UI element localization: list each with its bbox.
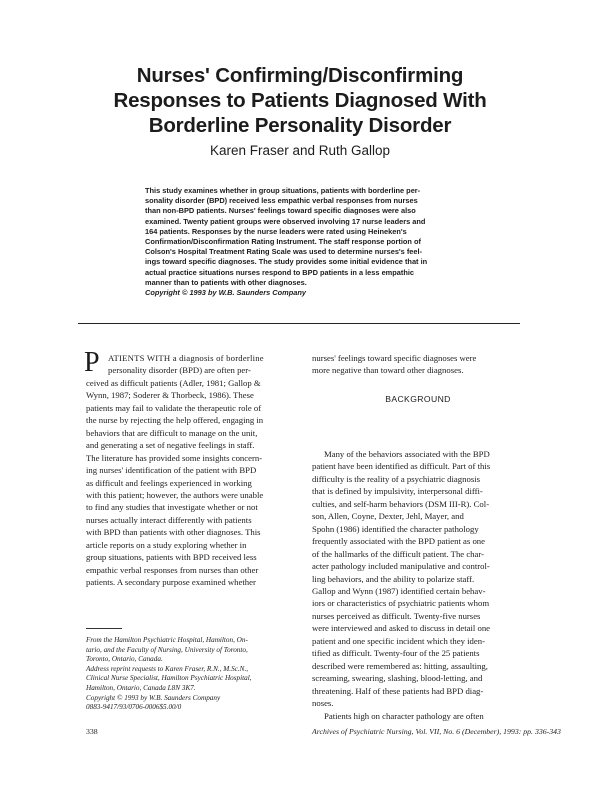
body-line: group situations, patients with BPD received less [86, 552, 257, 563]
abstract-line: Colson's Hospital Treatment Rating Scale was used to determine nurses's feel- [145, 247, 423, 257]
body-line: screaming, swearing, slashing, blood-letting, and [312, 673, 483, 684]
abstract-line: This study examines whether in group situations, patients with borderline per- [145, 186, 421, 195]
section-heading: BACKGROUND [385, 394, 451, 404]
body-line: patients may fail to validate the therapeutic role of [86, 402, 262, 413]
footnote-line: From the Hamilton Psychiatric Hospital, Hamilton, On- [86, 636, 248, 644]
body-line: culties, and self-harm behaviors (DSM III-R). Col- [312, 498, 490, 509]
body-line: more negative than toward other diagnoses. [312, 365, 464, 376]
abstract-line: 164 patients. Responses by the nurse leaders were rated using Heineken's [145, 226, 407, 236]
drop-cap: P [84, 347, 100, 378]
body-line: noses. [312, 698, 334, 709]
footnote-line: 0883-9417/93/0706-0006$5.00/0 [86, 703, 182, 712]
abstract-line: than non-BPD patients. Nurses' feelings toward specific diagnoses were also [145, 206, 416, 216]
body-line: Gallop and Wynn (1987) identified certain behav- [312, 585, 486, 596]
right-column [312, 352, 524, 377]
title-line: Responses to Patients Diagnosed With [113, 89, 487, 112]
body-line: described were remembered as: hitting, assaulting, [312, 660, 488, 671]
body-line: Patients high on character pathology are often [324, 710, 484, 721]
body-line: Wynn, 1987; Soderer & Thorbeck, 1986). These [86, 390, 254, 401]
body-line: as difficult and feelings experienced in working [86, 477, 252, 488]
body-line: nurses perceived as difficult. Twenty-five nurses [312, 610, 481, 621]
body-line: were interviewed and asked to discuss in detail one [312, 623, 491, 634]
footnote-line: tario, and the Faculty of Nursing, University of Toronto, [86, 645, 248, 654]
title-line: Nurses' Confirming/Disconfirming [136, 64, 464, 87]
body-line: to find any studies that investigate whether or not [86, 502, 258, 513]
body-line: The literature has provided some insights concern- [86, 452, 263, 463]
abstract [145, 186, 490, 298]
body-line: of the hallmarks of the difficult patient. The char- [312, 548, 484, 559]
abstract-line: sonality disorder (BPD) received less empathic verbal responses from nurses [145, 196, 418, 206]
abstract-line: examined. Twenty patient groups were observed involving 17 nurse leaders and [145, 216, 426, 226]
abstract-line: manner than to patients with other diagnoses. [145, 277, 307, 287]
abstract-line: ings toward specific diagnoses. The study provides some initial evidence that in [145, 257, 428, 267]
body-line: nurses' feelings toward specific diagnoses were [312, 353, 477, 363]
abstract-copyright: Copyright © 1993 by W.B. Saunders Company [145, 288, 306, 298]
body-line: the nurse by rejecting the help offered, engaging in [86, 415, 264, 426]
title-line: Borderline Personality Disorder [148, 114, 452, 137]
body-line: frequently associated with the BPD patient as one [312, 536, 485, 547]
section-divider [78, 323, 520, 324]
footnote-line: Hamilton, Ontario, Canada L8N 3K7. [86, 683, 196, 692]
body-line: patients. A secondary purpose examined whether [86, 577, 256, 588]
left-column [84, 347, 298, 589]
abstract-line: actual practice situations nurses respond to BPD patients in a less empathic [145, 267, 415, 277]
body-line: with BPD than patients with other diagnoses. This [86, 527, 261, 538]
article-title [60, 63, 540, 138]
body-line: son, Allen, Coyne, Dexter, Jehl, Mayer, and [312, 511, 464, 522]
body-line: ing nurses' identification of the patient with BPD [86, 465, 257, 476]
footnote-line: Toronto, Ontario, Canada. [86, 655, 163, 664]
body-line: threatening. Half of these patients had BPD diag- [312, 685, 484, 696]
footnote-divider [86, 628, 122, 629]
body-line: tified as difficult. Twenty-four of the 25 patients [312, 648, 480, 659]
body-line: ceived as difficult patients (Adler, 1981; Gallop & [86, 377, 261, 388]
footnote-line: Address reprint requests to Karen Fraser, R.N., M.Sc.N., [86, 664, 249, 673]
body-line: behaviors that are difficult to manage on the unit, [86, 427, 258, 438]
body-line: with this patient; however, the authors were unable [86, 489, 264, 500]
body-line: iors or characteristics of psychiatric patients whom [312, 598, 490, 609]
body-line: personality disorder (BPD) are often per- [108, 365, 251, 376]
footnote-line: Clinical Nurse Specialist, Hamilton Psychiatric Hospital, [86, 674, 252, 683]
body-line: that is defined by impulsivity, interpersonal diffi- [312, 486, 483, 497]
body-line: difficulty is the reality of a psychiatric diagnosis [312, 473, 480, 484]
body-line: Many of the behaviors associated with the BPD [324, 449, 490, 459]
footnote-line: Copyright © 1993 by W.B. Saunders Company [86, 693, 221, 702]
page-number: 338 [86, 727, 98, 736]
abstract-line: Confirmation/Disconfirmation Rating Instrument. The staff response portion of [145, 237, 421, 247]
body-line: ling behaviors, and the ability to polarize staff. [312, 573, 475, 584]
body-line: nurses actually interact differently with patients [86, 514, 252, 525]
body-line: article reports on a study exploring whether in [86, 539, 247, 550]
body-line: acter pathology included manipulative and control- [312, 561, 490, 572]
body-line: patient and one specific incident which they iden- [312, 635, 485, 646]
footnote [86, 636, 298, 713]
body-line: empathic verbal responses from nurses than other [86, 564, 259, 575]
authors: Karen Fraser and Ruth Gallop [209, 143, 391, 158]
body-line: and generating a set of negative feelings in staff. [86, 440, 255, 451]
body-line: Spohn (1986) identified the character pathology [312, 523, 479, 534]
right-column-body [312, 448, 524, 722]
body-line: ATIENTS WITH a diagnosis of borderline [108, 353, 264, 363]
journal-citation: Archives of Psychiatric Nursing, Vol. VII, No. 6 (December), 1993: pp. 336-343 [312, 727, 561, 736]
body-line: patient have been identified as difficult. Part of this [312, 461, 491, 472]
